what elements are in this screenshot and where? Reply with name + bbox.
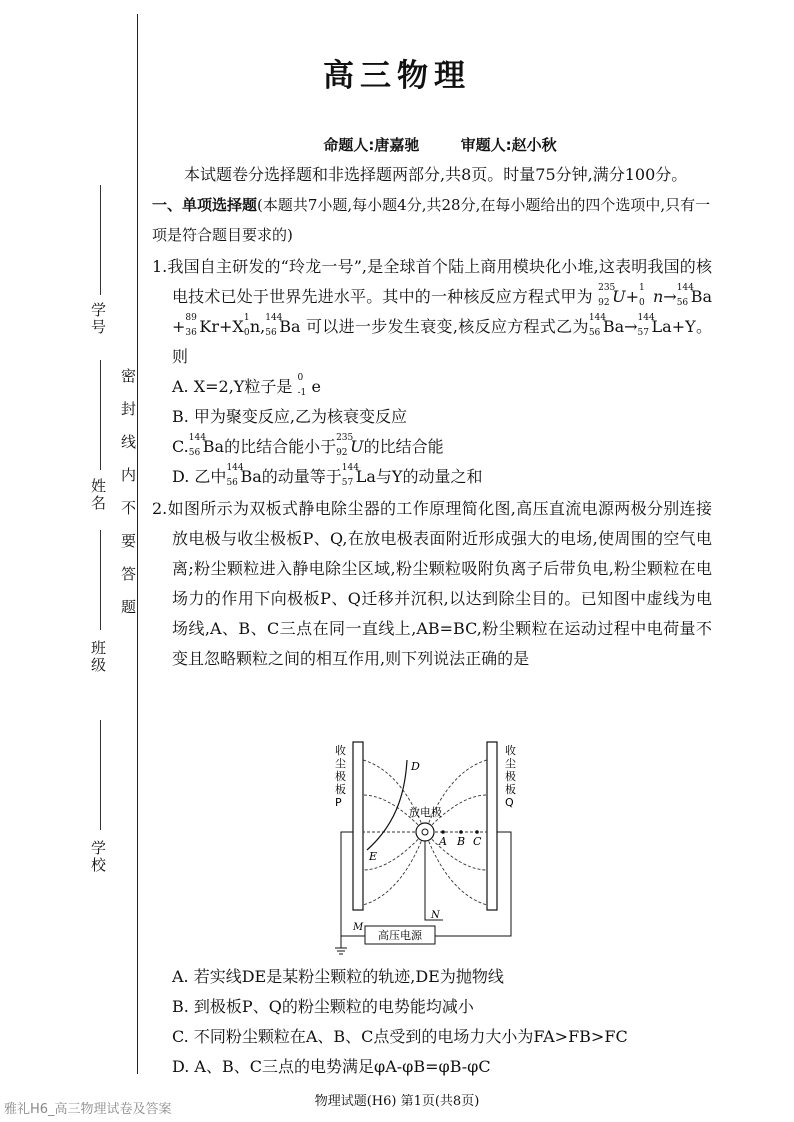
section-heading	[152, 190, 712, 250]
q1-option-a[interactable]: A. X=2,Y粒子是 0 -1 e	[172, 373, 321, 398]
question-number: 1.	[152, 257, 168, 276]
id-label: 学号	[89, 302, 107, 336]
plate-p-char-1: 收	[335, 744, 346, 757]
name-label: 姓名	[89, 478, 107, 512]
question-2	[152, 494, 712, 674]
section-title: 一、单项选择题	[152, 196, 258, 214]
plate-q	[487, 742, 497, 910]
reaction-equation-1: 235 92 U+ 1 0 n→ 144 56 Ba+ 89 36 Kr+X 1 0 n, 144 56 Ba	[172, 283, 712, 338]
q2-text: 如图所示为双板式静电除尘器的工作原理简化图,高压直流电源两极分别连接放电极与收尘极板P、Q,在放电极表面附近形成强大的电场,使周围的空气电离;粉尘颗粒进入静电除尘区域,粉尘颗粒吸附负离子后带负电,粉尘颗粒在电场力的作用下向极板P、Q迁移并沉积,以达到除尘目的。已知图中虚线为电场线,A、B、C三点在同一直线上,AB=BC,粉尘颗粒在运动过程中电荷量不变且忽略颗粒之间的相互作用,则下列说法正确的是	[167, 499, 712, 668]
power-label: 高压电源	[378, 929, 422, 942]
label-d: D	[411, 760, 420, 773]
class-field[interactable]	[100, 530, 101, 630]
q1-text-c: 。则	[172, 317, 712, 366]
label-m: M	[353, 922, 364, 933]
section-note: (本题共7小题,每小题4分,共28分,在每小题给出的四个选项中,只有一项是符合题目要求的)	[152, 196, 711, 244]
q1-text-b: 可以进一步发生衰变,核反应方程式乙为	[305, 317, 589, 336]
q1-option-c[interactable]: C. 144 56 Ba的比结合能小于 235 92 U的比结合能	[172, 433, 444, 458]
school-label: 学校	[89, 840, 107, 874]
page-title: 高三物理	[323, 58, 471, 94]
point-a	[441, 830, 445, 834]
q2-option-b[interactable]: B. 到极板P、Q的粉尘颗粒的电势能均减小	[172, 997, 474, 1016]
intro: 本试题卷分选择题和非选择题两部分,共8页。时量75分钟,满分100分。	[184, 165, 688, 184]
q2-option-a[interactable]: A. 若实线DE是某粉尘颗粒的轨迹,DE为抛物线	[172, 967, 504, 986]
question-1	[152, 252, 712, 372]
point-b	[459, 830, 463, 834]
precipitator-figure	[325, 740, 525, 955]
q2-option-c[interactable]: C. 不同粉尘颗粒在A、B、C点受到的电场力大小为FA>FB>FC	[172, 1027, 628, 1046]
id-field[interactable]	[100, 185, 101, 295]
label-c: C	[473, 835, 482, 848]
q2-option-d[interactable]: D. A、B、C三点的电势满足φA-φB=φB-φC	[172, 1057, 491, 1076]
plate-p-label: 收尘极板 P	[335, 744, 346, 809]
label-e: E	[369, 850, 378, 863]
class-label: 班级	[89, 640, 107, 674]
electrode-label: 放电极	[409, 806, 442, 819]
name-field[interactable]	[100, 360, 101, 470]
watermark: 雅礼H6_高三物理试卷及答案	[4, 1102, 172, 1117]
electrode-core	[422, 829, 428, 835]
q1-option-b[interactable]: B. 甲为聚变反应,乙为核衰变反应	[172, 407, 408, 426]
label-n: N	[431, 910, 440, 921]
q1-text-a: 我国自主研发的“玲龙一号”,是全球首个陆上商用模块化小堆,这表明我国的核电技术已处于世界先进水平。其中的一种核反应方程式甲为	[167, 257, 712, 306]
plate-q-label: 收尘极板 Q	[505, 744, 516, 809]
question-number: 2.	[152, 499, 168, 518]
plate-p	[353, 742, 363, 910]
content	[152, 160, 712, 674]
q1-option-d[interactable]: D. 乙中 144 56 Ba的动量等于 144 57 La与Y的动量之和	[172, 463, 483, 488]
seal-notice: 密封线内不要答题	[119, 368, 137, 632]
page-footer: 物理试题(H6) 第1页(共8页)	[314, 1094, 480, 1109]
reviewer: 审题人:赵小秋	[460, 136, 557, 154]
school-field[interactable]	[100, 720, 101, 830]
reaction-equation-2: 144 56 Ba→ 144 57 La+Y	[588, 313, 696, 338]
point-c	[475, 830, 479, 834]
authors	[150, 134, 730, 155]
setter: 命题人:唐嘉驰	[323, 136, 420, 154]
label-b: B	[457, 835, 466, 848]
label-a: A	[439, 835, 447, 848]
q2-options	[152, 962, 712, 1082]
